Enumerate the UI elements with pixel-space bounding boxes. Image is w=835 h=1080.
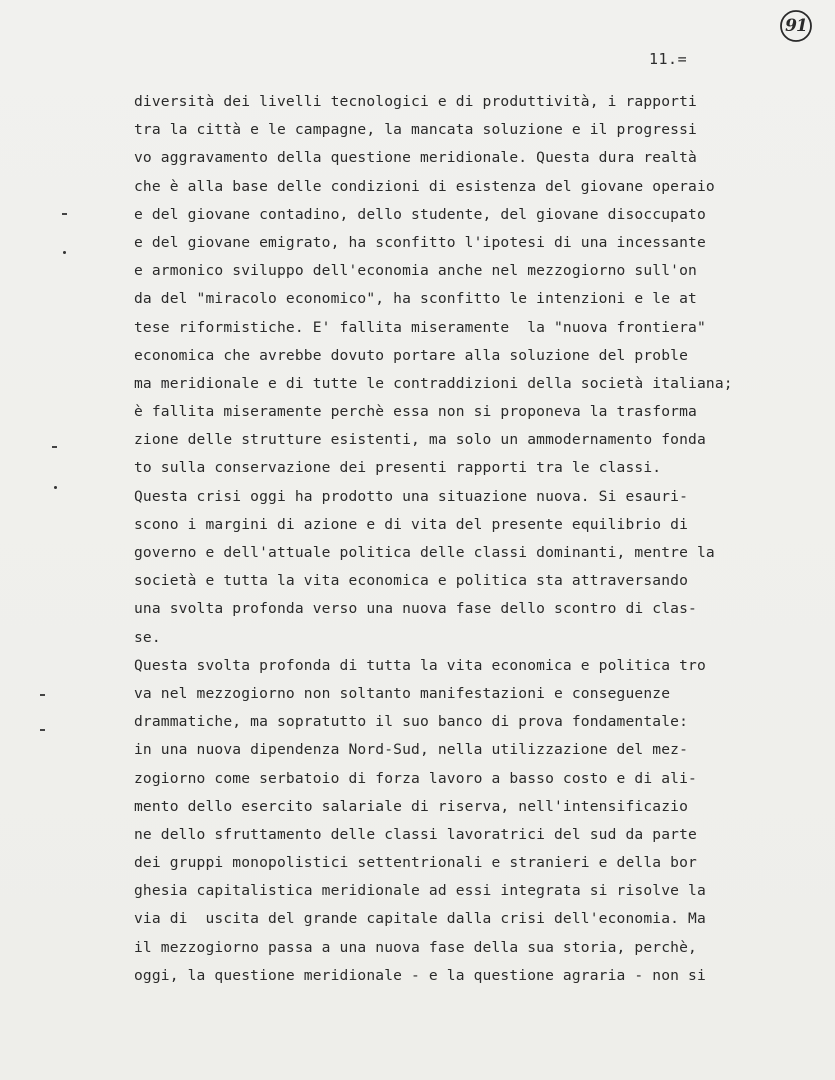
- text-line: scono i margini di azione e di vita del presente equilibrio di: [134, 515, 689, 533]
- text-line: via di uscita del grande capitale dalla crisi dell'economia. Ma: [134, 910, 706, 928]
- text-line: drammatiche, ma sopratutto il suo banco di prova fondamentale:: [134, 713, 689, 731]
- text-line: mento dello esercito salariale di riserva, nell'intensificazio: [134, 797, 689, 815]
- text-line: Questa crisi oggi ha prodotto una situazione nuova. Si esauri-: [134, 487, 689, 505]
- text-line: diversità dei livelli tecnologici e di produttività, i rapporti: [134, 93, 697, 110]
- margin-mark: [52, 446, 57, 448]
- text-line: se.: [134, 628, 161, 646]
- margin-mark: [62, 213, 67, 215]
- margin-mark: [63, 251, 66, 254]
- text-line: tese riformistiche. E' fallita miseramente la "nuova frontiera": [134, 318, 706, 336]
- text-line: Questa svolta profonda di tutta la vita economica e politica tro: [134, 656, 706, 674]
- text-line: zogiorno come serbatoio di forza lavoro a basso costo e di ali-: [134, 769, 697, 787]
- text-line: e armonico sviluppo dell'economia anche nel mezzogiorno sull'on: [134, 262, 697, 280]
- margin-mark: [40, 729, 45, 731]
- text-line: da del "miracolo economico", ha sconfitto le intenzioni e le at: [134, 290, 697, 308]
- text-line: una svolta profonda verso una nuova fase dello scontro di clas-: [134, 600, 697, 618]
- margin-mark: [40, 694, 45, 696]
- text-line: ma meridionale e di tutte le contraddizioni della società italiana;: [134, 374, 733, 392]
- text-line: in una nuova dipendenza Nord-Sud, nella utilizzazione del mez-: [134, 741, 689, 759]
- text-line: il mezzogiorno passa a una nuova fase della sua storia, perchè,: [134, 938, 697, 956]
- text-line: zione delle strutture esistenti, ma solo un ammodernamento fonda: [134, 431, 706, 449]
- text-line: e del giovane emigrato, ha sconfitto l'ipotesi di una incessante: [134, 233, 706, 251]
- text-line: è fallita miseramente perchè essa non si proponeva la trasforma: [134, 403, 697, 421]
- text-line: to sulla conservazione dei presenti rapporti tra le classi.: [134, 459, 662, 477]
- text-line: dei gruppi monopolistici settentrionali e stranieri e della bor: [134, 854, 697, 872]
- text-line: economica che avrebbe dovuto portare alla soluzione del proble: [134, 346, 689, 364]
- page-number: 11.=: [649, 50, 688, 68]
- text-line: che è alla base delle condizioni di esistenza del giovane operaio: [134, 177, 715, 195]
- text-line: vo aggravamento della questione meridionale. Questa dura realtà: [134, 149, 697, 167]
- text-line: oggi, la questione meridionale - e la questione agraria - non si: [134, 966, 706, 984]
- text-line: va nel mezzogiorno non soltanto manifestazioni e conseguenze: [134, 684, 671, 702]
- typed-text-body: [134, 88, 814, 990]
- text-line: governo e dell'attuale politica delle classi dominanti, mentre la: [134, 544, 715, 561]
- margin-mark: [54, 486, 57, 489]
- text-line: ghesia capitalistica meridionale ad essi integrata si risolve la: [134, 882, 706, 900]
- text-line: società e tutta la vita economica e politica sta attraversando: [134, 572, 689, 590]
- text-line: ne dello sfruttamento delle classi lavoratrici del sud da parte: [134, 825, 697, 843]
- archive-stamp: [779, 9, 813, 43]
- stamp-number: 91: [785, 16, 807, 36]
- text-line: tra la città e le campagne, la mancata soluzione e il progressi: [134, 121, 697, 139]
- text-line: e del giovane contadino, dello studente, del giovane disoccupato: [134, 205, 706, 223]
